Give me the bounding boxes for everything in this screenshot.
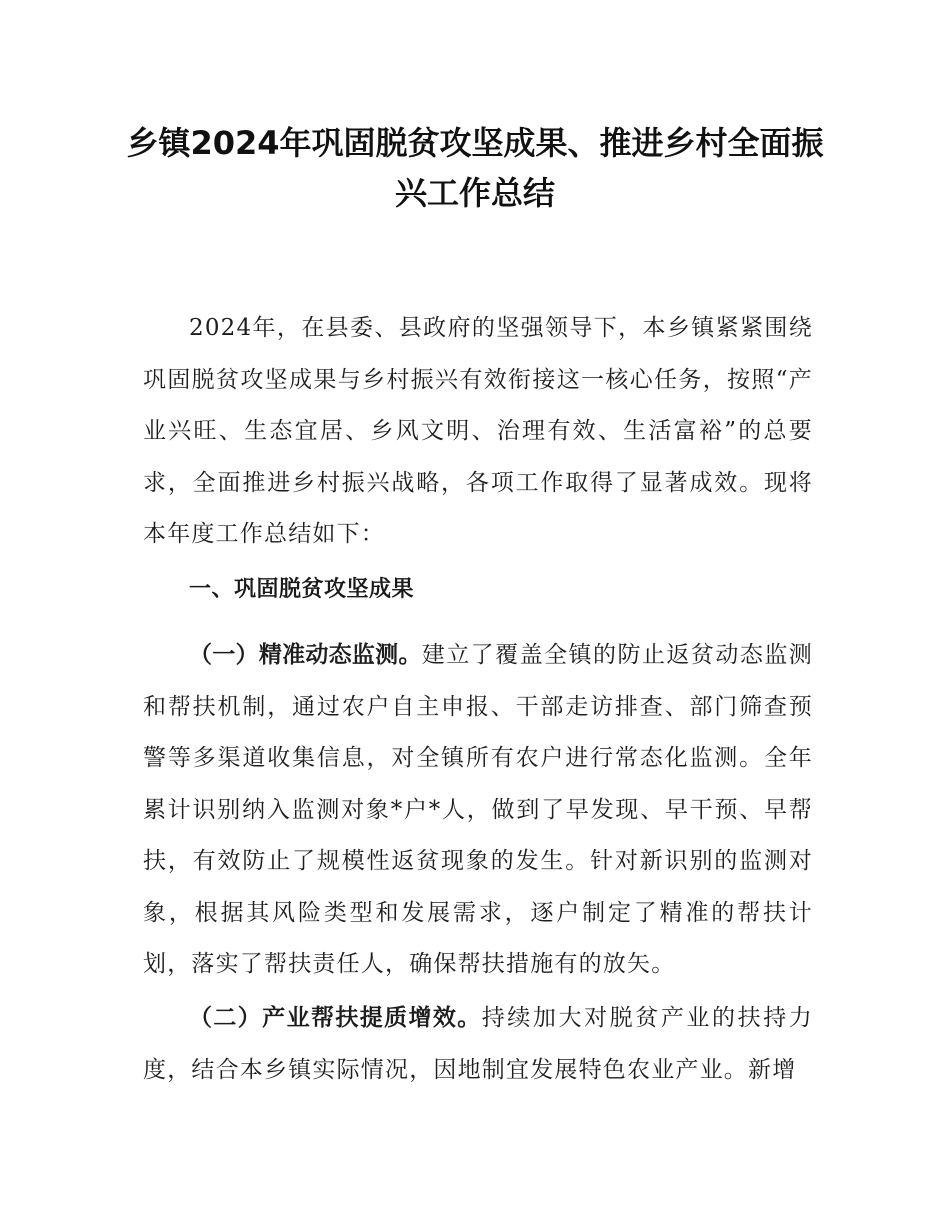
item-1-body: 建立了覆盖全镇的防止返贫动态监测和帮扶机制，通过农户自主申报、干部走访排查、部门筛查预警等多渠道收集信息，对全镇所有农户进行常态化监测。全年累计识别纳入监测对象*户*人，做到了早发现、早干预、早帮扶，有效防止了规模性返贫现象的发生。针对新识别的监测对象，根据其风险类型和发展需求，逐户制定了精准的帮扶计划，落实了帮扶责任人，确保帮扶措施有的放矢。 xyxy=(143,642,813,977)
intro-paragraph: 2024年，在县委、县政府的坚强领导下，本乡镇紧紧围绕巩固脱贫攻坚成果与乡村振兴有效衔接这一核心任务，按照“产业兴旺、生态宜居、乡风文明、治理有效、生活富裕”的总要求，全面推进乡村振兴战略，各项工作取得了显著成效。现将本年度工作总结如下： xyxy=(143,315,813,547)
item-1-block xyxy=(143,630,813,991)
item-1-paragraph xyxy=(143,630,813,991)
item-2-body: 持续加大对脱贫产业的扶持力度，结合本乡镇实际情况，因地制宜发展特色农业产业。新增 xyxy=(143,1005,813,1083)
document-title: 乡镇2024年巩固脱贫攻坚成果、推进乡村全面振兴工作总结 xyxy=(126,124,824,212)
item-2-block xyxy=(143,993,813,1096)
item-1-lead: （一）精准动态监测。 xyxy=(189,642,422,668)
section-heading: 一、巩固脱贫攻坚成果 xyxy=(189,577,415,602)
item-2-lead: （二）产业帮扶提质增效。 xyxy=(189,1005,482,1031)
intro-block xyxy=(143,303,813,561)
item-2-paragraph xyxy=(143,993,813,1096)
